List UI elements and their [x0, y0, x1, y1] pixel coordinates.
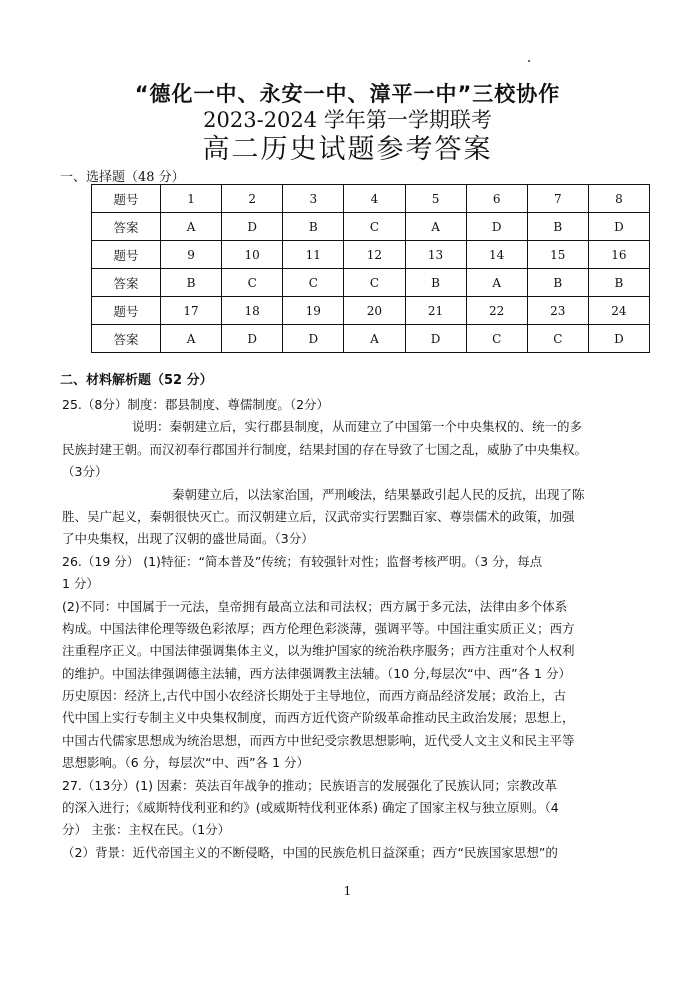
- text-line: 1 分）: [62, 576, 99, 592]
- question-number-cell: 5: [405, 185, 466, 213]
- answer-row: [92, 325, 650, 353]
- question-number-cell: 11: [283, 241, 344, 269]
- answer-cell: D: [405, 325, 466, 353]
- answer-cell: D: [222, 325, 283, 353]
- answer-cell: B: [527, 269, 588, 297]
- answer-cell: C: [527, 325, 588, 353]
- answer-cell: C: [344, 269, 405, 297]
- question-number-row: [92, 241, 650, 269]
- question-number-cell: 22: [466, 297, 527, 325]
- section2-heading: 二、材料解析题（52 分）: [60, 373, 213, 388]
- title-schools: “德化一中、永安一中、漳平一中”三校协作: [134, 82, 561, 106]
- answer-cell: A: [405, 213, 466, 241]
- question-number-cell: 12: [344, 241, 405, 269]
- question-number-cell: 3: [283, 185, 344, 213]
- text-line: 说明：秦朝建立后，实行郡县制度，从而建立了中国第一个中央集权的、统一的多: [132, 419, 583, 435]
- stray-dot: [528, 60, 530, 62]
- question-number-cell: 13: [405, 241, 466, 269]
- question-number-cell: 23: [527, 297, 588, 325]
- title-exam: 高二历史试题参考答案: [202, 134, 493, 165]
- answer-cell: D: [283, 325, 344, 353]
- question-number-cell: 7: [527, 185, 588, 213]
- text-line: 的维护。中国法律强调德主法辅，西方法律强调教主法辅。（10 分,每层次“中、西”各 1 分）: [62, 665, 571, 681]
- page-number: 1: [343, 884, 352, 898]
- text-line: 胜、吴广起义，秦朝很快灭亡。而汉朝建立后，汉武帝实行罢黜百家、尊崇儒术的政策，加强: [62, 508, 575, 524]
- text-line: 注重程序正义。中国法律强调集体主义，以为维护国家的统治秩序服务；西方注重对个人权利: [62, 643, 575, 659]
- question-number-cell: 17: [161, 297, 222, 325]
- answer-cell: A: [161, 325, 222, 353]
- answer-cell: C: [344, 213, 405, 241]
- text-line: 民族封建王朝。而汉初奉行郡国并行制度，结果封国的存在导致了七国之乱，威胁了中央集权。: [62, 441, 588, 457]
- question-number-cell: 21: [405, 297, 466, 325]
- question-number-cell: 8: [588, 185, 649, 213]
- answer-cell: A: [344, 325, 405, 353]
- answer-cell: B: [588, 269, 649, 297]
- question-number-cell: 24: [588, 297, 649, 325]
- answer-cell: C: [222, 269, 283, 297]
- question-number-cell: 10: [222, 241, 283, 269]
- question-number-cell: 1: [161, 185, 222, 213]
- answer-cell: B: [161, 269, 222, 297]
- question-number-cell: 14: [466, 241, 527, 269]
- question-number-cell: 2: [222, 185, 283, 213]
- answer-text: [62, 394, 642, 864]
- answer-label-cell: 答案: [92, 213, 161, 241]
- text-line: 构成。中国法律伦理等级色彩浓厚；西方伦理色彩淡薄，强调平等。中国注重实质正义；西方: [62, 620, 575, 636]
- text-line: (2)不同：中国属于一元法，皇帝拥有最高立法和司法权；西方属于多元法，法律由多个体系: [62, 598, 568, 614]
- text-line: 了中央集权，出现了汉朝的盛世局面。（3分）: [62, 531, 314, 547]
- answer-label-cell: 答案: [92, 269, 161, 297]
- question-label-cell: 题号: [92, 241, 161, 269]
- answer-label-cell: 答案: [92, 325, 161, 353]
- text-line: 的深入进行；《威斯特伐利亚和约》(或威斯特伐利亚体系) 确定了国家主权与独立原则。（4: [62, 800, 559, 816]
- question-number-cell: 9: [161, 241, 222, 269]
- question-label-cell: 题号: [92, 297, 161, 325]
- answer-cell: B: [405, 269, 466, 297]
- answer-cell: B: [283, 213, 344, 241]
- answer-cell: B: [527, 213, 588, 241]
- question-number-row: [92, 185, 650, 213]
- text-line: 27.（13分）(1) 因素：英法百年战争的推动；民族语言的发展强化了民族认同；宗教改革: [62, 777, 557, 793]
- answer-cell: A: [161, 213, 222, 241]
- answer-cell: A: [466, 269, 527, 297]
- question-number-cell: 4: [344, 185, 405, 213]
- text-line: （2）背景：近代帝国主义的不断侵略，中国的民族危机日益深重；西方“民族国家思想”的: [62, 844, 558, 860]
- text-line: 26.（19 分） (1)特征：“简本普及”传统；有较强针对性；监督考核严明。（3 分，每点: [62, 553, 543, 569]
- text-line: 分） 主张：主权在民。（1分）: [62, 822, 231, 838]
- answer-cell: D: [222, 213, 283, 241]
- question-number-cell: 18: [222, 297, 283, 325]
- text-line: 中国古代儒家思想成为统治思想，而西方中世纪受宗教思想影响，近代受人文主义和民主平等: [62, 732, 575, 748]
- question-label-cell: 题号: [92, 185, 161, 213]
- question-number-cell: 16: [588, 241, 649, 269]
- question-number-cell: 19: [283, 297, 344, 325]
- answer-row: [92, 213, 650, 241]
- answer-table: [91, 184, 650, 353]
- section1-heading: 一、选择题（48 分）: [60, 170, 185, 185]
- answer-row: [92, 269, 650, 297]
- answer-cell: D: [588, 213, 649, 241]
- text-line: 代中国上实行专制主义中央集权制度，而西方近代资产阶级革命推动民主政治发展；思想上，: [62, 710, 575, 726]
- question-number-cell: 15: [527, 241, 588, 269]
- title-term: 2023-2024 学年第一学期联考: [203, 108, 492, 132]
- text-line: 历史原因：经济上,古代中国小农经济长期处于主导地位，而西方商品经济发展；政治上，古: [62, 688, 566, 704]
- answer-cell: D: [588, 325, 649, 353]
- question-number-row: [92, 297, 650, 325]
- question-number-cell: 6: [466, 185, 527, 213]
- text-line: 思想影响。（6 分，每层次“中、西”各 1 分）: [62, 755, 310, 771]
- answer-cell: C: [283, 269, 344, 297]
- text-line: 25.（8分）制度：郡县制度、尊儒制度。（2分）: [62, 397, 330, 412]
- question-number-cell: 20: [344, 297, 405, 325]
- text-line: 秦朝建立后，以法家治国，严刑峻法，结果暴政引起人民的反抗，出现了陈: [172, 486, 585, 502]
- answer-cell: D: [466, 213, 527, 241]
- text-line: （3分）: [62, 464, 108, 480]
- answer-cell: C: [466, 325, 527, 353]
